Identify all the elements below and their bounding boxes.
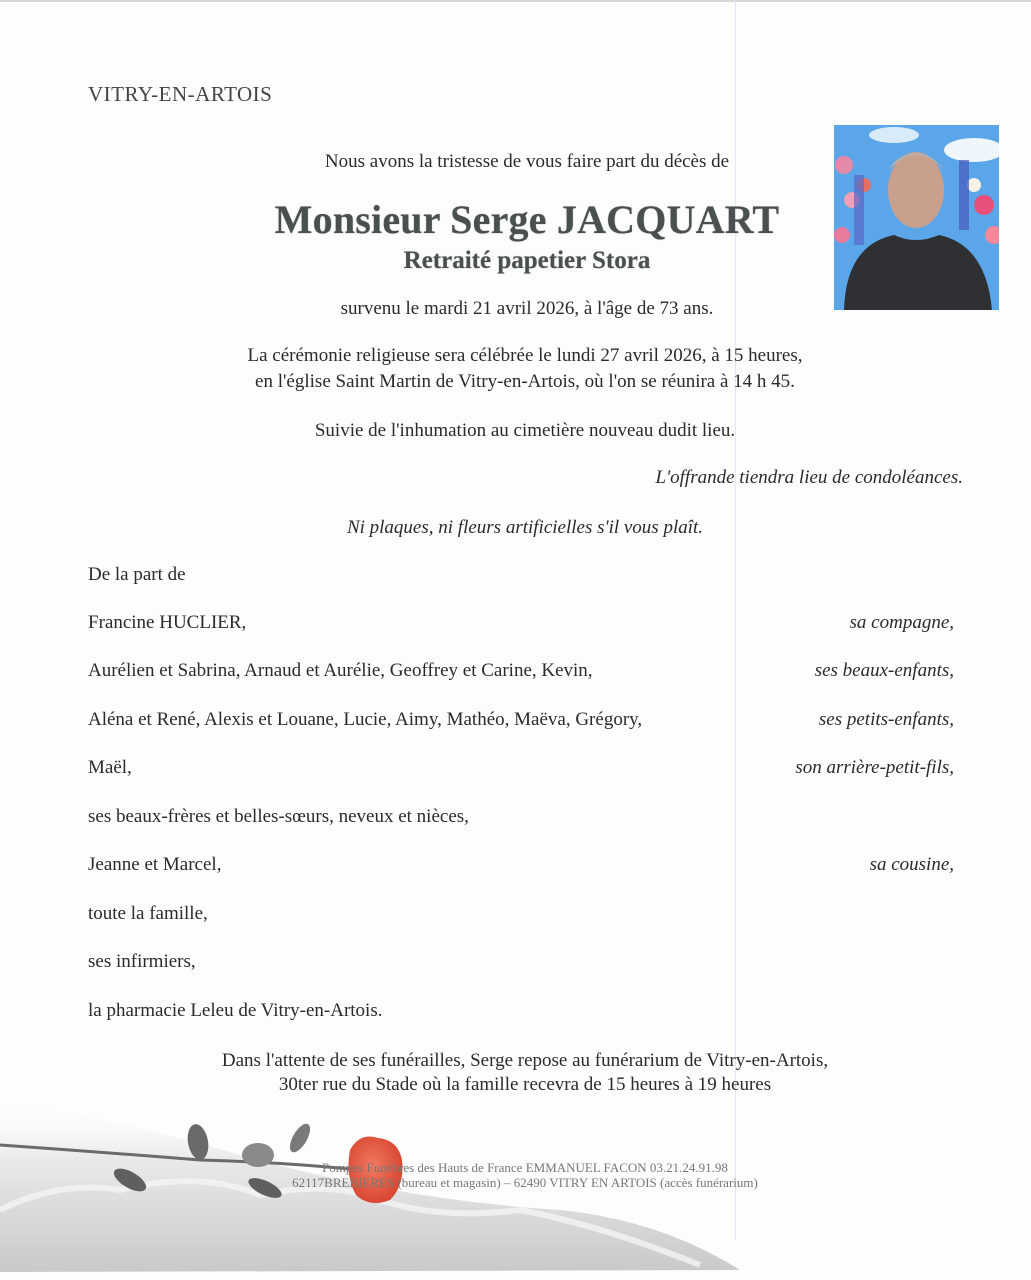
intro-text: Nous avons la tristesse de vous faire part du décès de [324,151,730,172]
family-names: Aléna et René, Alexis et Louane, Lucie, Aimy, Mathéo, Maëva, Grégory, [88,709,643,730]
funerarium-line-1: Dans l'attente de ses funérailles, Serge repose au funérarium de Vitry-en-Artois, [221,1050,829,1071]
family-relation: sa cousine, [869,854,954,875]
portrait-photo [834,125,999,310]
family-label: De la part de [88,564,186,585]
family-names: Aurélien et Sabrina, Arnaud et Aurélie, Geoffrey et Carine, Kevin, [88,660,593,681]
death-date-text: survenu le mardi 21 avril 2026, à l'âge de 73 ans. [340,298,714,319]
family-names: ses infirmiers, [88,951,196,972]
family-relation: ses petits-enfants, [818,709,954,730]
family-names: Francine HUCLIER, [88,612,247,633]
offering-note: L'offrande tiendra lieu de condoléances. [655,467,963,488]
deceased-occupation: Retraité papetier Stora [403,247,651,274]
deceased-name: Monsieur Serge JACQUART [274,197,780,242]
family-relation: sa compagne, [849,612,954,633]
ceremony-line-2: en l'église Saint Martin de Vitry-en-Artois, où l'on se réunira à 14 h 45. [255,371,795,392]
town-header: VITRY-EN-ARTOIS [88,82,273,106]
family-names: toute la famille, [88,903,208,924]
burial-text: Suivie de l'inhumation au cimetière nouveau dudit lieu. [314,420,736,441]
funeral-home-line-2: 62117BREBIERES (bureau et magasin) – 62490 VITRY EN ARTOIS (accès funérarium) [292,1175,758,1190]
ceremony-line-1: La cérémonie religieuse sera célébrée le lundi 27 avril 2026, à 15 heures, [247,345,803,366]
funeral-home-line-1: Pompes Funèbres des Hauts de France EMMANUEL FACON 03.21.24.91.98 [322,1160,728,1175]
family-names: ses beaux-frères et belles-sœurs, neveux et nièces, [88,806,469,827]
family-relation: son arrière-petit-fils, [795,757,954,778]
family-relation: ses beaux-enfants, [814,660,954,681]
scan-top-edge [0,0,1031,2]
family-names: la pharmacie Leleu de Vitry-en-Artois. [88,1000,383,1021]
family-names: Jeanne et Marcel, [88,854,222,875]
funerarium-line-2: 30ter rue du Stade où la famille recevra de 15 heures à 19 heures [278,1074,772,1095]
no-flowers-note: Ni plaques, ni fleurs artificielles s'il vous plaît. [346,517,704,538]
family-names: Maël, [88,757,132,778]
